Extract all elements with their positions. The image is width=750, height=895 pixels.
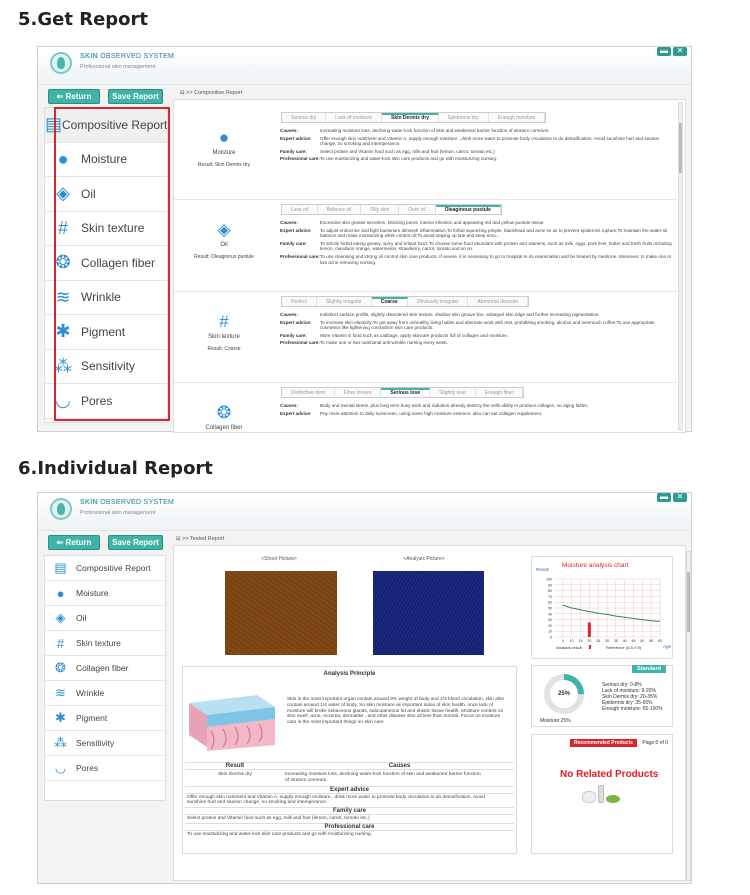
close-button[interactable]: ✕ bbox=[673, 47, 687, 56]
standard-range: Epidermis dry: 35-65% bbox=[602, 700, 653, 706]
oil-icon: ◈ bbox=[55, 610, 66, 625]
expert-advice-value: Offer enough skin nutriment and Vitamin A, supply enough moisture , drink more water to promote body circulation to do detoxification. Avoid sunshine hurt and season change, no smoking and intemperance. bbox=[185, 793, 514, 808]
x-tick-label: 35 bbox=[613, 639, 618, 643]
standard-range: Serious dry: 0-8% bbox=[602, 682, 642, 688]
analysis-picture bbox=[373, 571, 484, 655]
sidebar-item-label: Wrinkle bbox=[76, 688, 105, 698]
advice-row bbox=[280, 340, 673, 346]
scrollbar[interactable] bbox=[678, 102, 683, 430]
advice-row bbox=[280, 149, 673, 155]
analysis-picture-caption: <Analysis Picture> bbox=[403, 556, 445, 562]
x-tick-label: 25 bbox=[596, 639, 601, 643]
moisture-label: Moisture:25% bbox=[540, 718, 571, 724]
pigment-icon: ✱ bbox=[55, 321, 71, 342]
brand-subtitle: Professional skin management bbox=[80, 64, 156, 70]
molecule-icon: ❂ bbox=[55, 660, 66, 675]
analysis-result-bar bbox=[588, 623, 591, 638]
x-tick-label: 50 bbox=[640, 639, 645, 643]
grade-tab[interactable]: Serious dry bbox=[282, 113, 326, 122]
legend-analysis-result: Analysis result bbox=[556, 645, 582, 650]
chart-title: Moisture analysis chart bbox=[562, 562, 629, 569]
grade-tabs bbox=[281, 296, 529, 307]
scrollbar[interactable] bbox=[686, 551, 691, 881]
section-name: Skin texture bbox=[208, 334, 240, 340]
advice-text: To adjust endocrine and fight bacterium diminish inflammation,To forbid squeezing pimple, blackhead and acne so as to prevent epidermis rupture;To maintain the water-oil balance and make moisturizing while control oil;To avoid staying up late and keep emo... bbox=[320, 227, 668, 239]
sidebar-item-collagen-fiber[interactable] bbox=[45, 656, 165, 681]
advice-row bbox=[280, 220, 673, 226]
highlight-frame bbox=[54, 107, 170, 421]
advice-key: Family care: bbox=[280, 148, 307, 154]
causes-header: Causes bbox=[388, 763, 411, 769]
advice-key: Family care: bbox=[280, 332, 307, 338]
y-tick-label: 60 bbox=[548, 600, 552, 605]
section-result: Result: Oleaginous pustule bbox=[194, 254, 254, 260]
advice-key: Professional care: bbox=[280, 253, 320, 259]
brand-subtitle: Professional skin management bbox=[80, 510, 156, 516]
sidebar-item-label: Sensitivity bbox=[81, 359, 136, 374]
app-window-individual bbox=[37, 492, 692, 884]
standard-range: Lack of moisture: 9-20% bbox=[602, 688, 656, 694]
principle-title: Analysis Principle bbox=[323, 671, 376, 677]
y-tick-label: 80 bbox=[548, 589, 552, 594]
hash-icon: # bbox=[219, 312, 229, 331]
advice-row bbox=[280, 333, 673, 339]
moisture-chart-box bbox=[531, 556, 673, 659]
report-panel bbox=[173, 99, 686, 433]
recommended-box bbox=[531, 734, 673, 854]
pore-icon: ◡ bbox=[54, 760, 67, 775]
brand-logo-icon bbox=[50, 498, 72, 520]
document-icon: ▤ bbox=[45, 114, 63, 135]
sidebar-item-label: Moisture bbox=[81, 152, 128, 167]
x-tick-label: 10 bbox=[569, 639, 574, 643]
sidebar bbox=[44, 555, 166, 801]
x-tick-label: 5 bbox=[561, 639, 564, 643]
section-result: Result: Skin Dermis dry bbox=[197, 162, 251, 168]
advice-text: Increasing moisture loss, declining water-lock function of skin and weakened barrier function of stratum corneum. bbox=[320, 128, 550, 133]
sidebar-item-label: Collagen fiber bbox=[81, 255, 156, 270]
sidebar-item-label: Moisture bbox=[76, 588, 109, 598]
result-header: Result bbox=[225, 763, 245, 769]
x-tick-label: 20 bbox=[587, 639, 592, 643]
advice-key: Expert advice: bbox=[280, 227, 312, 233]
breadcrumb: ⊟ >> Tested Report bbox=[176, 536, 225, 542]
sidebar-item-label: Skin texture bbox=[76, 638, 121, 648]
advice-text: Body and mental stress, plus long term busy work and radiation already destroy the cells ability to produce collagen, so aging faster. bbox=[320, 403, 589, 408]
sidebar-item-skin-texture[interactable] bbox=[45, 631, 165, 656]
advice-key: Expert advice: bbox=[280, 410, 312, 416]
sidebar-item-wrinkle[interactable] bbox=[45, 681, 165, 706]
advice-row bbox=[280, 320, 673, 331]
advice-row bbox=[280, 228, 673, 239]
oil-icon: ◈ bbox=[217, 220, 231, 239]
x-axis-label: Age bbox=[663, 644, 672, 649]
x-tick-label: 60 bbox=[658, 639, 662, 643]
legend-reference: Reference bbox=[606, 645, 625, 650]
molecule-icon: ❂ bbox=[216, 403, 232, 422]
sidebar-item-label: Sensitivity bbox=[76, 738, 115, 748]
grade-tab[interactable]: Obviously irregular bbox=[408, 297, 469, 306]
advice-text: Excessive skin grease secretion, blocking pores, interior infection and appearing red and yellow pustule tissue. bbox=[320, 220, 545, 225]
legend-range: (6.5-9.9) bbox=[626, 645, 642, 650]
y-tick-label: 90 bbox=[548, 583, 552, 588]
sidebar-item-label: Collagen fiber bbox=[76, 663, 129, 673]
return-icon: ⇐ bbox=[56, 92, 66, 101]
minimize-button[interactable]: ▬ bbox=[657, 493, 671, 502]
molecule-icon: ❂ bbox=[55, 252, 71, 273]
report-section-oil bbox=[174, 200, 677, 292]
advice-key: Expert advice: bbox=[280, 319, 312, 325]
wave-icon: ≋ bbox=[55, 286, 71, 307]
brand-name: SKIN OBSERVED SYSTEM bbox=[80, 499, 175, 506]
sidebar-item-label: Compositive Report bbox=[62, 117, 168, 132]
droplet-icon: ● bbox=[218, 128, 230, 147]
grade-tabs bbox=[281, 204, 502, 215]
shoot-picture bbox=[225, 571, 337, 655]
advice-text: Pay more attention to daily sunscreen, using some high moisture essence, also can eat collagen supplement. bbox=[320, 410, 543, 416]
section-heading-individual-report: 6.Individual Report bbox=[18, 458, 213, 479]
advice-text: To increase skin elasticity;To get away from unhealthy living habits and alternate work with rest, prohibiting smoking, alcohol and overmuch coffee;To use appropriate cosmetics like tightening contraction skin care products. bbox=[320, 319, 655, 331]
advice-key: Causes: bbox=[280, 403, 298, 408]
sidebar-item-label: Pigment bbox=[76, 713, 108, 723]
y-tick-label: 100 bbox=[546, 577, 552, 582]
grade-tab[interactable]: Balance oil bbox=[318, 205, 361, 214]
advice-text: To use moisturizing and water-lock skin care products and go with moisturizing nursing. bbox=[320, 156, 498, 162]
y-tick-label: 70 bbox=[548, 594, 552, 599]
section-heading-get-report: 5.Get Report bbox=[18, 9, 149, 30]
standard-range: Skin Dermis dry: 20-35% bbox=[602, 694, 658, 700]
family-care-value: Select protein and Vitamin food such as egg, milk and fruit (lemon, carrot, tomato etc.) bbox=[185, 814, 514, 823]
sidebar-item-label: Pores bbox=[76, 763, 99, 773]
sidebar-item-sensitivity[interactable] bbox=[45, 731, 165, 756]
grade-tab[interactable]: Slightly lose bbox=[430, 388, 476, 397]
grade-tab[interactable]: Less oil bbox=[282, 205, 318, 214]
products-image-icon bbox=[582, 785, 622, 805]
expert-advice-header: Expert advice bbox=[185, 786, 514, 793]
moisture-result-box bbox=[531, 665, 673, 727]
report-section-moisture bbox=[174, 108, 677, 200]
standard-range: Enough moisture: 65-100% bbox=[602, 706, 663, 712]
advice-text: To strictly forbid eating greasy, spicy and irritant food. To choose some food abundant with protein and vitamins, such as milk, eggs, pork liver, butter and fresh fruits including lemon, mandarin orange, watermelon, strawberry, carrot, tomato and so on. bbox=[320, 240, 672, 252]
x-tick-label: 30 bbox=[605, 639, 609, 643]
advice-row bbox=[280, 241, 673, 252]
grade-tab[interactable]: Enough fiber bbox=[476, 388, 523, 397]
sidebar-item-label: Oil bbox=[81, 186, 96, 201]
y-tick-label: 10 bbox=[548, 629, 552, 634]
tested-report-panel bbox=[173, 545, 686, 881]
professional-care-value: To use moisturizing and water-lock skin care products and go with moisturizing nursing. bbox=[185, 830, 514, 839]
grade-tab[interactable]: Fiber loosen bbox=[335, 388, 382, 397]
section-result: Result: Coarse bbox=[207, 346, 241, 352]
breadcrumb: ⊟ >> Compositive Report bbox=[180, 90, 243, 96]
moisture-analysis-chart bbox=[532, 557, 672, 658]
professional-care-header: Professional care bbox=[185, 823, 514, 830]
advice-key: Professional care: bbox=[280, 340, 320, 346]
advice-text: Select protein and Vitamin food such as egg, milk and fruit (lemon, carrot, tomato etc.) bbox=[320, 148, 495, 154]
sidebar-item-pores[interactable] bbox=[45, 756, 165, 781]
sidebar-item-pigment[interactable] bbox=[45, 706, 165, 731]
title-bar bbox=[38, 493, 691, 531]
return-button[interactable]: ⇐ Return bbox=[48, 89, 100, 104]
pore-icon: ◡ bbox=[55, 390, 71, 411]
oil-icon: ◈ bbox=[56, 183, 70, 204]
legend-swatch-analysis bbox=[589, 645, 591, 649]
y-axis-label: Result bbox=[536, 567, 549, 572]
advice-text: More Vitamin E food such as cabbage, apply skincare products full of collagen and moisture. bbox=[320, 332, 509, 338]
reference-series-line bbox=[563, 605, 660, 621]
grade-tab[interactable]: Perfect bbox=[282, 297, 317, 306]
section-name: Moisture bbox=[212, 150, 236, 156]
advice-text: Indistinct surface profile, slightly disordered skin texture, shallow skin groove line, enlarged skin ridge and further increasing pigmentation. bbox=[320, 312, 600, 317]
advice-key: Causes: bbox=[280, 220, 298, 225]
advice-key: Expert advice: bbox=[280, 135, 312, 141]
close-button[interactable]: ✕ bbox=[673, 493, 687, 502]
dots-icon: ⁂ bbox=[54, 735, 67, 750]
report-section-skin-texture bbox=[174, 292, 677, 383]
save-report-button[interactable]: Save Report bbox=[108, 535, 163, 550]
no-products-text: No Related Products bbox=[560, 769, 659, 780]
shoot-picture-caption: <Shoot Picture> bbox=[261, 556, 297, 562]
advice-row bbox=[280, 312, 673, 318]
standards-list bbox=[602, 682, 663, 712]
advice-text: Offer enough skin nutriment and Vitamin A, supply enough moisture , drink more water to promote body circulation to do detoxification. Avoid sunshine hurt and season change, no smoking and intemperance. bbox=[320, 135, 660, 147]
grade-tabs bbox=[281, 112, 546, 123]
advice-row bbox=[280, 403, 673, 409]
advice-row bbox=[280, 128, 673, 134]
section-name: Oil bbox=[220, 242, 228, 248]
skin-diagram-icon bbox=[187, 685, 277, 755]
sidebar-item-label: Wrinkle bbox=[81, 290, 121, 305]
moisture-percent: 25% bbox=[557, 691, 570, 697]
advice-key: Causes: bbox=[280, 128, 298, 133]
grade-tab[interactable]: Skin Dermis dry bbox=[382, 113, 439, 122]
advice-row bbox=[280, 254, 673, 265]
sidebar-item-label: Skin texture bbox=[81, 221, 145, 236]
sidebar-item-oil[interactable] bbox=[45, 606, 165, 631]
hash-icon: # bbox=[56, 635, 65, 651]
return-button[interactable]: ⇐ Return bbox=[48, 535, 100, 550]
result-value: Skin Dermis dry bbox=[218, 772, 252, 777]
y-tick-label: 40 bbox=[548, 612, 552, 617]
grade-tabs bbox=[281, 387, 524, 398]
grade-tab[interactable]: Abnormal disorder bbox=[468, 297, 528, 306]
document-icon: ▤ bbox=[54, 560, 67, 575]
return-icon: ⇐ bbox=[56, 538, 66, 547]
family-care-header: Family care bbox=[185, 807, 514, 814]
x-tick-label: 40 bbox=[622, 639, 627, 643]
standard-badge: Standard bbox=[632, 665, 666, 673]
report-section-collagen-fiber bbox=[174, 383, 677, 433]
advice-row bbox=[280, 411, 673, 417]
sidebar-item-label: Oil bbox=[76, 613, 87, 623]
advice-key: Causes: bbox=[280, 312, 298, 317]
recommended-products-button[interactable]: Recommended Products bbox=[570, 739, 637, 747]
advice-row bbox=[280, 156, 673, 162]
wave-icon: ≋ bbox=[55, 685, 66, 700]
grade-tab[interactable]: Oleaginous pustule bbox=[436, 205, 501, 214]
sidebar-item-label: Compositive Report bbox=[76, 563, 151, 573]
advice-key: Family care: bbox=[280, 240, 307, 246]
grade-tab[interactable]: Lack of moisture bbox=[326, 113, 382, 122]
app-window-compositive bbox=[37, 46, 692, 432]
hash-icon: # bbox=[57, 217, 68, 238]
grade-tab[interactable]: Coarse bbox=[372, 297, 408, 306]
grade-tab[interactable]: Distinctive dent bbox=[282, 388, 335, 397]
advice-text: To use cleansing and strong oil control skin care products. If severe, it is necessary to go to hospital to do examination and be treated by medicine. Moreover, to make one or two acne removing nursing. bbox=[320, 253, 672, 265]
y-tick-label: 50 bbox=[548, 606, 552, 611]
droplet-icon: ● bbox=[56, 585, 65, 601]
grade-tab[interactable]: Epidermis dry bbox=[439, 113, 489, 122]
y-tick-label: 30 bbox=[548, 618, 552, 623]
advice-row bbox=[280, 136, 673, 147]
sidebar-item-label: Pigment bbox=[81, 324, 126, 339]
x-tick-label: 15 bbox=[578, 639, 583, 643]
brand-logo-icon bbox=[50, 52, 72, 74]
y-tick-label: 20 bbox=[548, 623, 552, 628]
analysis-box bbox=[182, 666, 517, 854]
grade-tab[interactable]: Enough moisture bbox=[489, 113, 546, 122]
minimize-button[interactable]: ▬ bbox=[657, 47, 671, 56]
dots-icon: ⁂ bbox=[54, 355, 72, 376]
x-tick-label: 45 bbox=[631, 639, 636, 643]
sidebar-item-moisture[interactable] bbox=[45, 581, 165, 606]
principle-text: Skin is the most important organ contain around 8% weight of body and 1/3 blood circulation, skin also contain around 1/4 water of body. So skin moisture as important index of skin health, once lack of moisture will broke sebaceous glands, subcutaneous fat and elastic tissue health. Moisture content on skin swell, acne, eczema, dermatitis , and other disease skin all less than normal. Focus on moisture care is the most important things on skin care bbox=[287, 697, 505, 726]
sidebar-item-label: Pores bbox=[81, 393, 113, 408]
title-bar bbox=[38, 47, 691, 85]
page-indicator: Page 0 of 0 bbox=[642, 740, 668, 746]
brand-name: SKIN OBSERVED SYSTEM bbox=[80, 53, 175, 60]
droplet-icon: ● bbox=[57, 148, 69, 169]
grade-tab[interactable]: Over oil bbox=[399, 205, 435, 214]
grade-tab[interactable]: Slightly irregular bbox=[317, 297, 372, 306]
causes-value: Increasing moisture loss, declining water-lock function of skin and weakened barrier function of stratum corneum. bbox=[285, 772, 481, 783]
section-name: Collagen fiber bbox=[205, 425, 243, 431]
x-tick-label: 55 bbox=[649, 639, 654, 643]
grade-tab[interactable]: Serious lose bbox=[381, 388, 430, 397]
advice-text: To make one or two nutritional anti-wrinkle nursing every week. bbox=[320, 340, 448, 346]
sidebar-item-compositive-report[interactable] bbox=[45, 556, 165, 581]
y-tick-label: 0 bbox=[550, 635, 552, 640]
save-report-button[interactable]: Save Report bbox=[108, 89, 163, 104]
grade-tab[interactable]: Oily skin bbox=[361, 205, 399, 214]
skin-layers-illustration bbox=[187, 685, 277, 755]
advice-key: Professional care: bbox=[280, 156, 320, 162]
pigment-icon: ✱ bbox=[55, 710, 66, 725]
